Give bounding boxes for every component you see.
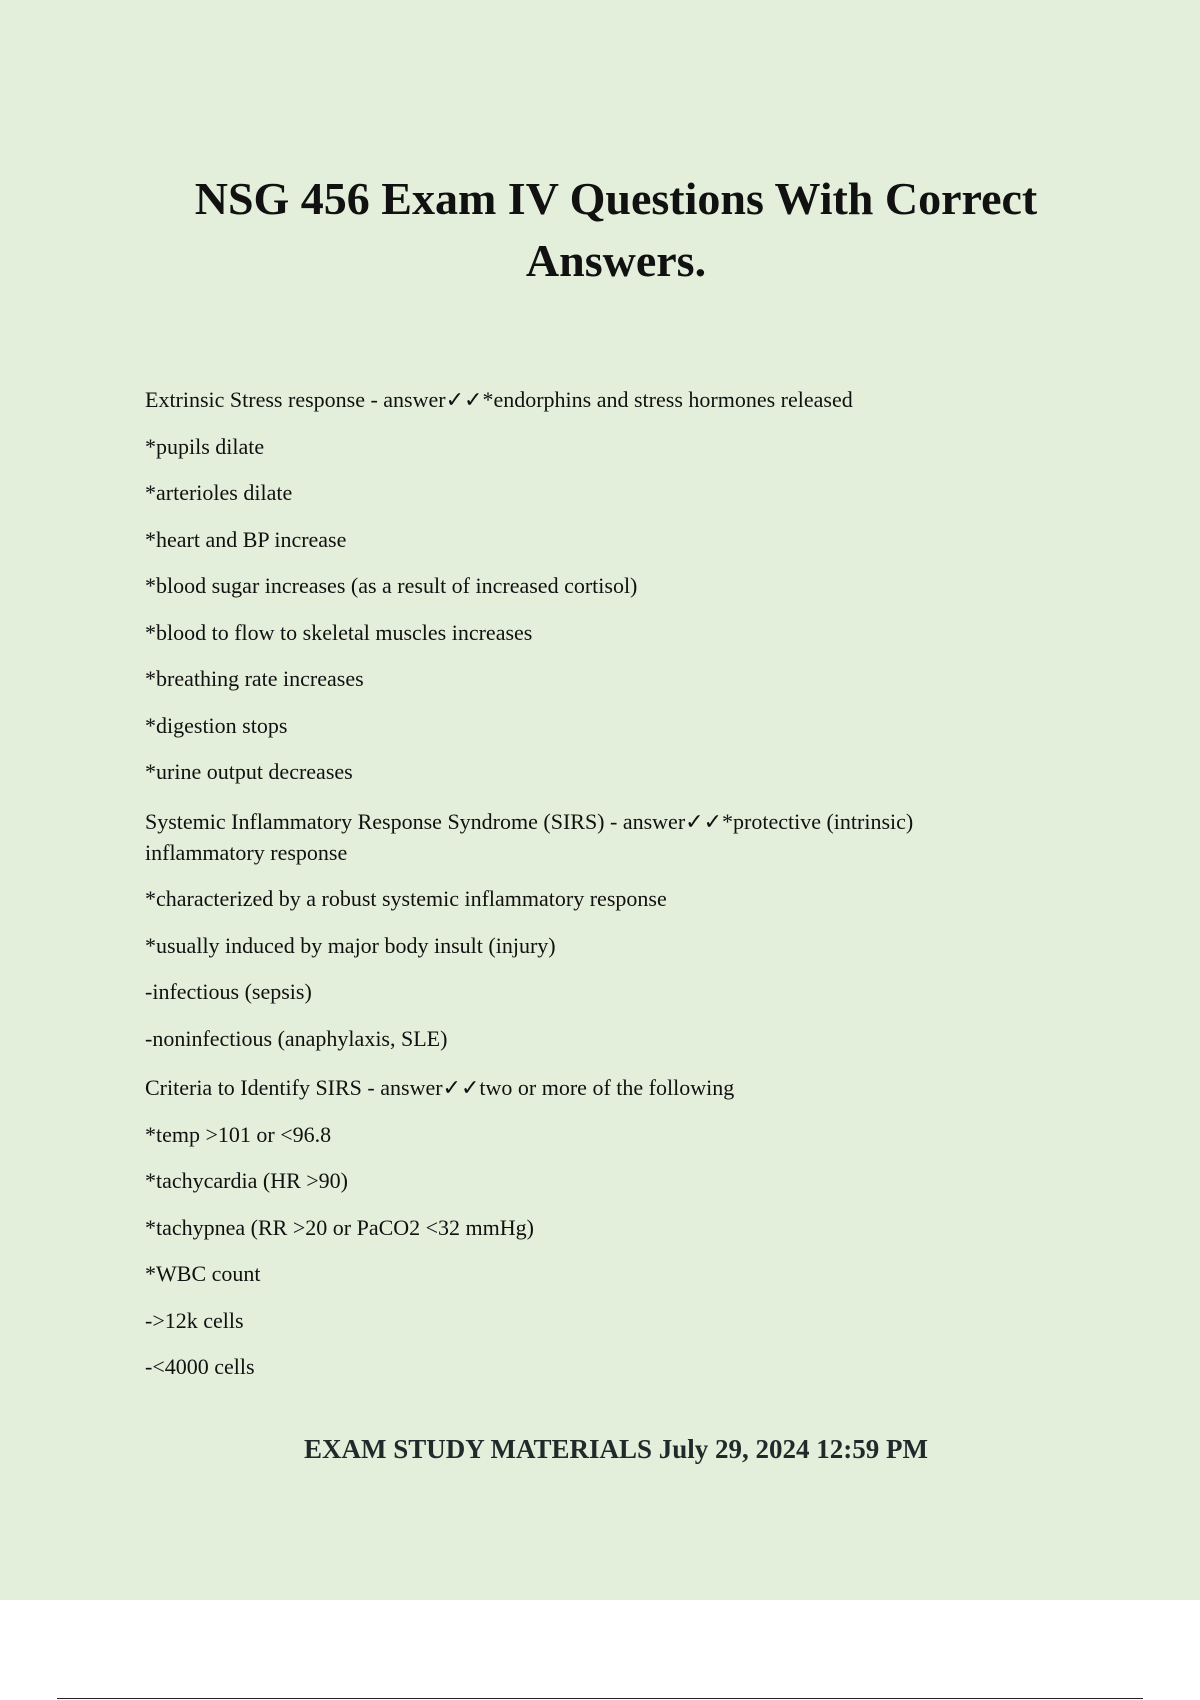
- body-line: -noninfectious (anaphylaxis, SLE): [145, 1025, 448, 1051]
- body-line: *blood to flow to skeletal muscles increases: [145, 619, 533, 645]
- body-line: Criteria to Identify SIRS - answer✓✓two or more of the following: [145, 1075, 735, 1100]
- document-title: NSG 456 Exam IV Questions With Correct Answers.: [194, 173, 1038, 286]
- body-line: *WBC count: [145, 1261, 261, 1286]
- body-line: *usually induced by major body insult (injury): [145, 932, 556, 958]
- body-line: *tachycardia (HR >90): [145, 1168, 348, 1193]
- body-line: *heart and BP increase: [145, 526, 347, 552]
- body-line: -infectious (sepsis): [145, 979, 312, 1004]
- body-line: *temp >101 or <96.8: [145, 1121, 332, 1147]
- body-line: *urine output decreases: [145, 759, 353, 784]
- body-line: *blood sugar increases (as a result of increased cortisol): [145, 573, 638, 598]
- body-line: *tachypnea (RR >20 or PaCO2 <32 mmHg): [145, 1214, 534, 1240]
- body-line: *characterized by a robust systemic inflammatory response: [145, 886, 667, 911]
- body-line: *pupils dilate: [145, 433, 265, 459]
- page-divider: [57, 1698, 1143, 1699]
- body-line: Extrinsic Stress response - answer✓✓*endorphins and stress hormones released: [145, 387, 853, 412]
- body-line: ->12k cells: [145, 1307, 244, 1333]
- body-line: *breathing rate increases: [145, 666, 364, 691]
- body-line: Systemic Inflammatory Response Syndrome (SIRS) - answer✓✓*protective (intrinsic) inflammatory response: [145, 808, 914, 865]
- body-line: *digestion stops: [145, 712, 288, 738]
- document-body: [145, 384, 1025, 1398]
- body-line: -<4000 cells: [145, 1354, 255, 1379]
- document-footer: EXAM STUDY MATERIALS July 29, 2024 12:59 PM: [303, 1434, 929, 1464]
- body-line: *arterioles dilate: [145, 480, 293, 505]
